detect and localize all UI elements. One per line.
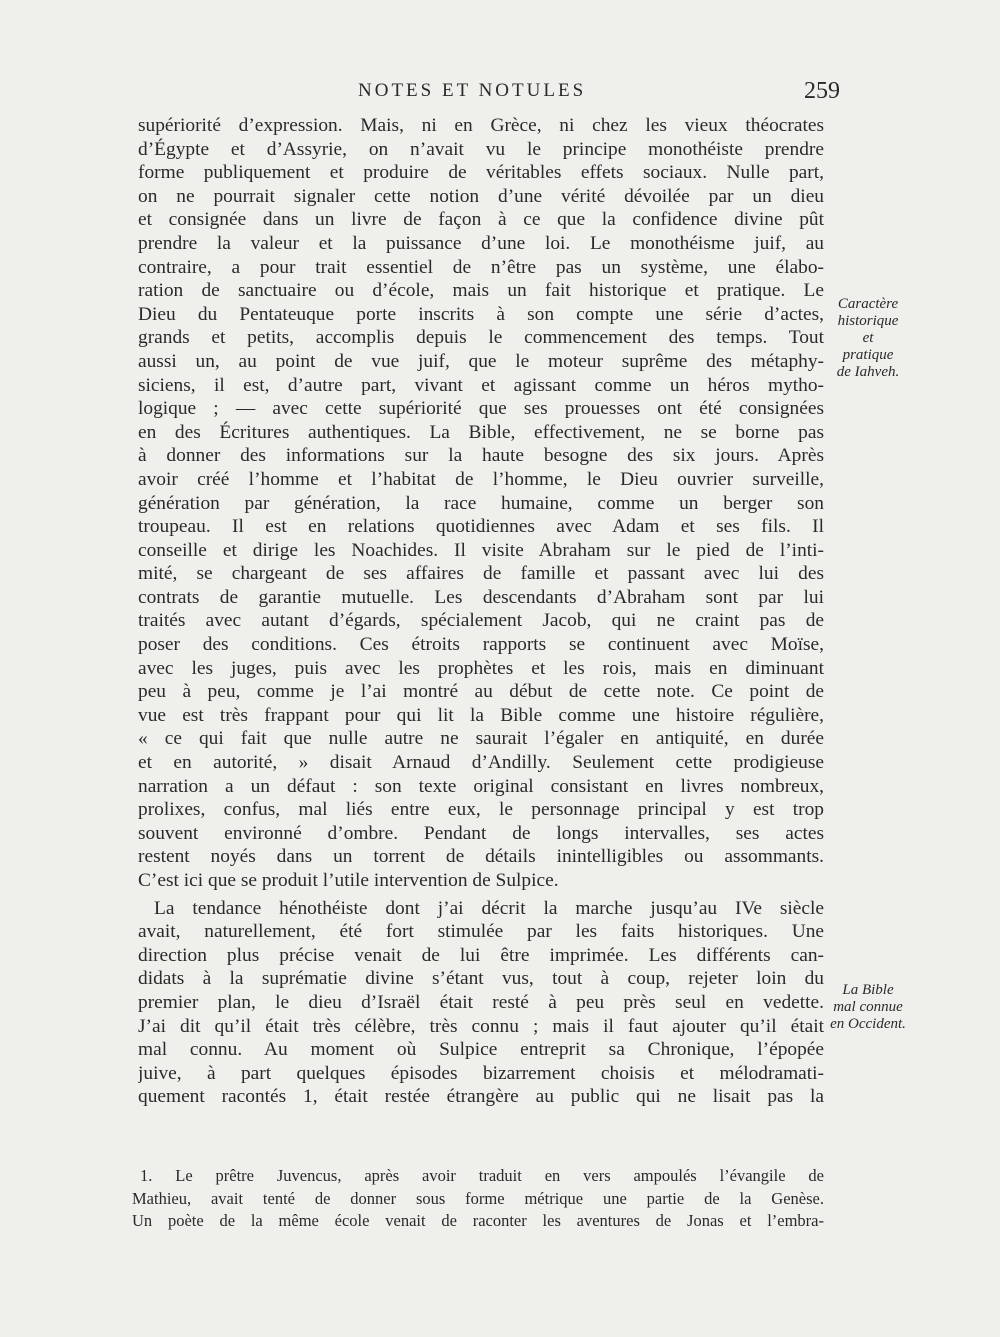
text-line: restent noyés dans un torrent de détails inintelligibles ou assommants. (138, 846, 824, 868)
text-line: contrats de garantie mutuelle. Les descendants d’Abraham sont par lui (138, 586, 824, 608)
text-line: poser des conditions. Ces étroits rapports se continuent avec Moïse, (138, 634, 824, 656)
body-text (138, 114, 824, 1109)
text-line: troupeau. Il est en relations quotidiennes avec Adam et ses fils. Il (138, 516, 824, 538)
margin-note-line: historique (837, 313, 899, 329)
paragraph-2 (138, 897, 824, 1109)
text-line: Dieu du Pentateuque porte inscrits à son compte une série d’actes, (138, 303, 824, 325)
footnote-line: Un poète de la même école venait de raconter les aventures de Jonas et l’embra- (132, 1211, 824, 1230)
footnotes (132, 1165, 824, 1233)
text-line: et en autorité, » disait Arnaud d’Andilly. Seulement cette prodigieuse (138, 752, 824, 774)
margin-note-line: Caractère (837, 296, 899, 312)
margin-note-line: pratique (842, 347, 894, 363)
margin-note-line: de Iahveh. (836, 364, 900, 380)
margin-note-line: mal connue (833, 999, 903, 1015)
running-title: NOTES ET NOTULES (358, 80, 587, 101)
text-line: supériorité d’expression. Mais, ni en Grèce, ni chez les vieux théocrates (138, 115, 824, 136)
text-line: on ne pourrait signaler cette notion d’une vérité dévoilée par un dieu (138, 185, 824, 207)
text-line: vue est très frappant pour qui lit la Bible comme une histoire régulière, (138, 704, 824, 726)
text-line: grands et petits, accomplis depuis le commencement des temps. Tout (138, 327, 824, 349)
text-line: logique ; — avec cette supériorité que ses prouesses ont été consignées (138, 398, 824, 420)
text-line: siciens, il est, d’autre part, vivant et agissant comme un héros mytho- (138, 374, 824, 396)
footnote-line: Mathieu, avait tenté de donner sous forme métrique une partie de la Genèse. (132, 1188, 824, 1208)
text-line: prendre la valeur et la puissance d’une loi. Le monothéisme juif, au (138, 232, 824, 254)
text-line: direction plus précise venait de lui être imprimée. Les différents can- (138, 944, 824, 966)
footnote-line: 1. Le prêtre Juvencus, après avoir traduit en vers ampoulés l’évangile de (140, 1166, 824, 1185)
text-line: conseille et dirige les Noachides. Il visite Abraham sur le pied de l’inti- (138, 539, 824, 561)
text-line: contraire, a pour trait essentiel de n’être pas un système, une élabo- (138, 256, 824, 278)
text-line: aussi un, au point de vue juif, que le moteur suprême des métaphy- (138, 350, 824, 372)
text-line: ration de sanctuaire ou d’école, mais un fait historique et pratique. Le (138, 280, 824, 302)
text-line: avait, naturellement, été fort stimulée par les faits historiques. Une (138, 921, 824, 943)
text-line: forme publiquement et produire de véritables effets sociaux. Nulle part, (138, 162, 824, 184)
margin-note-line: La Bible (842, 982, 894, 998)
text-line: prolixes, confus, mal liés entre eux, le personnage principal y est trop (138, 799, 824, 821)
text-line: J’ai dit qu’il était très célèbre, très connu ; mais il faut ajouter qu’il était (138, 1015, 824, 1037)
text-line: souvent environné d’ombre. Pendant de longs intervalles, ses actes (138, 822, 824, 844)
page-number: 259 (804, 78, 840, 104)
text-line: quement racontés 1, était restée étrangère au public qui ne lisait pas la (138, 1086, 824, 1108)
margin-note-line: et (862, 330, 874, 346)
text-line: et consignée dans un livre de façon à ce que la confidence divine pût (138, 209, 824, 231)
text-line: La tendance hénothéiste dont j’ai décrit la marche jusqu’au IVe siècle (154, 897, 824, 919)
text-line: narration a un défaut : son texte original consistant en livres nombreux, (138, 775, 824, 797)
text-line: en des Écritures authentiques. La Bible, effectivement, ne se borne pas (138, 421, 824, 443)
margin-note-line: en Occident. (830, 1016, 906, 1032)
text-line: avoir créé l’homme et l’habitat de l’homme, le Dieu ouvrier surveille, (138, 468, 824, 490)
text-line: « ce qui fait que nulle autre ne saurait l’égaler en antiquité, en durée (138, 728, 824, 750)
text-line: premier plan, le dieu d’Israël était resté à peu près seul en vedette. (138, 991, 824, 1013)
text-line: mité, se chargeant de ses affaires de famille et passant avec lui des (138, 563, 824, 585)
text-line: mal connu. Au moment où Sulpice entreprit sa Chronique, l’épopée (138, 1039, 824, 1061)
text-line: à donner des informations sur la haute besogne des six jours. Après (138, 445, 824, 467)
text-line: d’Égypte et d’Assyrie, on n’avait vu le principe monothéiste prendre (138, 138, 824, 160)
text-line: génération par génération, la race humaine, comme un berger son (138, 492, 824, 514)
text-line: peu à peu, comme je l’ai montré au début de cette note. Ce point de (138, 681, 824, 703)
text-line: avec les juges, puis avec les prophètes et les rois, mais en diminuant (138, 657, 824, 679)
text-line: traités avec autant d’égards, spécialement Jacob, qui ne craint pas de (138, 610, 824, 632)
margin-note-caractere (822, 296, 914, 381)
paragraph-1 (138, 114, 824, 893)
text-line: C’est ici que se produit l’utile intervention de Sulpice. (138, 870, 559, 891)
text-line: juive, à part quelques épisodes bizarrement choisis et mélodramati- (138, 1062, 824, 1084)
margin-note-bible (822, 982, 914, 1033)
running-header (138, 80, 838, 110)
text-line: didats à la suprématie divine s’étant vus, tout à coup, rejeter loin du (138, 968, 824, 990)
